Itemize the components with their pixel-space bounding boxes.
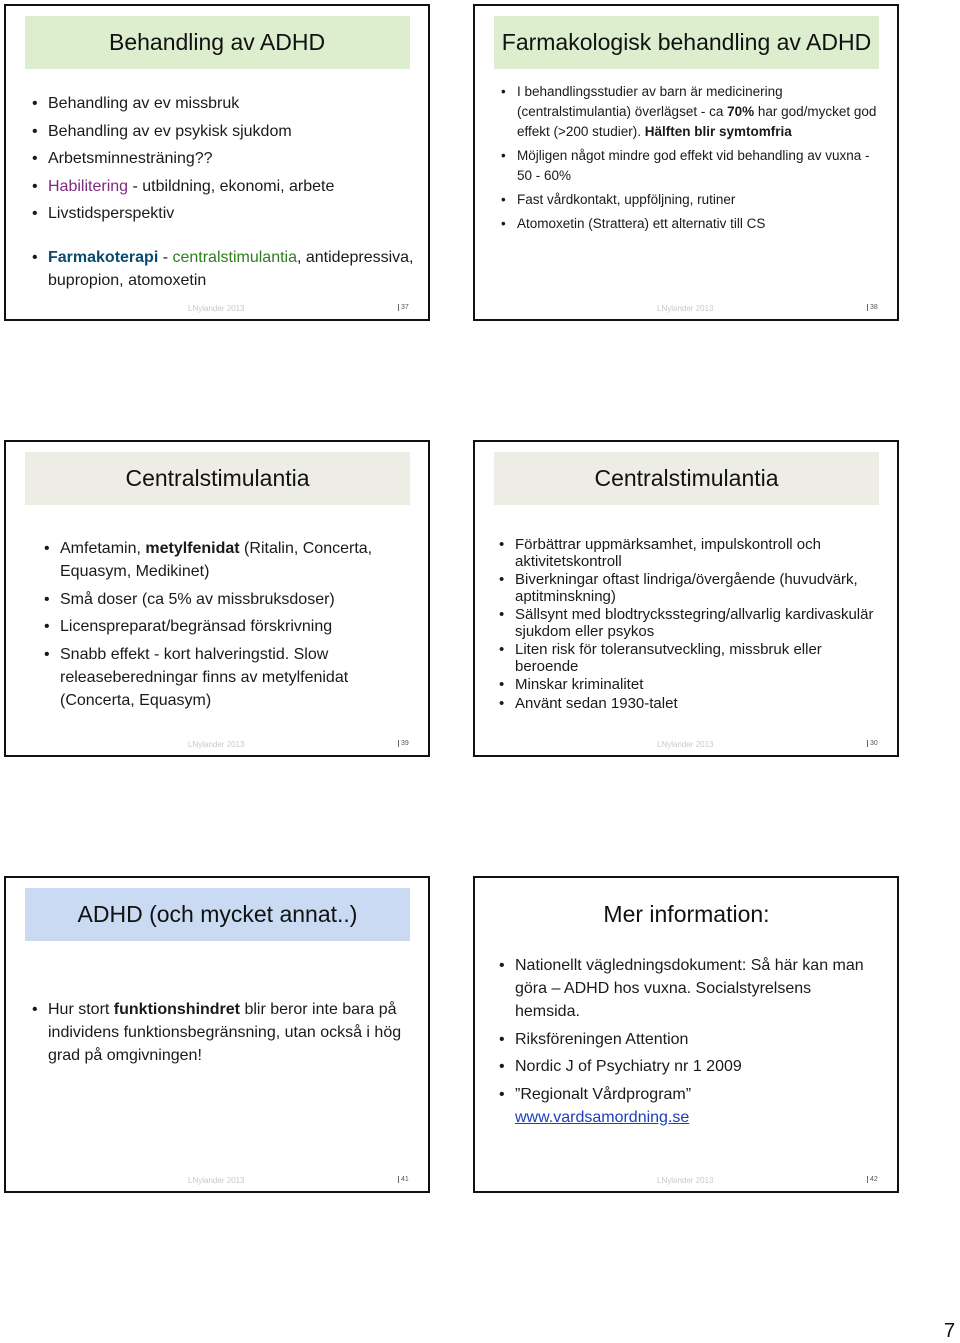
list-item: • I behandlingsstudier av barn är medicinering (centralstimulantia) överlägset - ca 70% har god/mycket god effekt (>200 studier). Hälften blir symtomfria: [501, 82, 886, 142]
slide-footer: LNylander 2013: [188, 304, 245, 313]
list-item: • Biverkningar oftast lindriga/övergående (huvudvärk, aptitminskning): [499, 572, 884, 605]
list-item: • Sällsynt med blodtrycksstegring/allvarlig kardivaskulär sjukdom eller psykos: [499, 607, 884, 640]
slide-title: Farmakologisk behandling av ADHD: [494, 16, 879, 69]
slide-footer: LNylander 2013: [188, 1176, 245, 1185]
slide-number: 30: [867, 740, 878, 747]
bullet-list: [44, 537, 404, 716]
slide-30: [473, 440, 899, 757]
list-item: • ”Regionalt Vårdprogram” www.vardsamordning.se: [499, 1083, 879, 1129]
bold-text: Farmakoterapi: [48, 248, 159, 266]
slide-footer: LNylander 2013: [188, 740, 245, 749]
highlight-text: centralstimulantia: [172, 248, 297, 266]
list-item: • Behandling av ev missbruk: [32, 90, 417, 118]
list-item: • Amfetamin, metylfenidat (Ritalin, Concerta, Equasym, Medikinet): [44, 537, 404, 583]
slide-footer: LNylander 2013: [657, 1176, 714, 1185]
list-item: • Riksföreningen Attention: [499, 1028, 879, 1051]
bold-text: funktionshindret: [113, 1001, 241, 1018]
page-number: 7: [944, 1320, 956, 1342]
bold-text: 70%: [727, 104, 755, 119]
list-item: • Små doser (ca 5% av missbruksdoser): [44, 588, 404, 611]
list-item: • Livstidsperspektiv: [32, 200, 417, 228]
highlight-text: Habilitering: [48, 177, 129, 195]
bold-text: Hälften blir symtomfria: [644, 124, 792, 139]
slide-title: Centralstimulantia: [494, 452, 879, 505]
list-item: • Licenspreparat/begränsad förskrivning: [44, 615, 404, 638]
slide-footer: LNylander 2013: [657, 740, 714, 749]
list-item: • Farmakoterapi - centralstimulantia, antidepressiva, bupropion, atomoxetin: [32, 246, 417, 292]
bullet-list: [499, 537, 884, 714]
slide-39: [4, 440, 430, 757]
list-item: • Nordic J of Psychiatry nr 1 2009: [499, 1055, 879, 1078]
slide-37: [4, 4, 430, 321]
slide-41: [4, 876, 430, 1193]
bullet-list: [501, 82, 886, 238]
vardsamordning-link[interactable]: www.vardsamordning.se: [515, 1108, 690, 1126]
slide-title: ADHD (och mycket annat..): [25, 888, 410, 941]
list-item: • Snabb effekt - kort halveringstid. Slow releaseberedningar finns av metylfenidat (Concerta, Equasym): [44, 643, 404, 712]
slide-title: Mer information:: [603, 901, 770, 927]
slide-number: 42: [867, 1176, 878, 1183]
list-item: • Förbättrar uppmärksamhet, impulskontroll och aktivitetskontroll: [499, 537, 884, 570]
list-item: • Minskar kriminalitet: [499, 677, 884, 694]
list-item: • Habilitering - utbildning, ekonomi, arbete: [32, 173, 417, 201]
slide-38: [473, 4, 899, 321]
slide-number: 37: [398, 304, 409, 311]
slide-number: 41: [398, 1176, 409, 1183]
slide-title: Behandling av ADHD: [25, 16, 410, 69]
bullet-list: [499, 954, 879, 1133]
list-item: • Hur stort funktionshindret blir beror inte bara på individens funktionsbegränsning, utan också i hög grad på omgivningen!: [32, 998, 417, 1067]
list-item: • Använt sedan 1930-talet: [499, 696, 884, 713]
slide-number: 38: [867, 304, 878, 311]
bullet-list: [32, 90, 417, 292]
list-item: • Atomoxetin (Strattera) ett alternativ till CS: [501, 214, 886, 234]
slide-42: [473, 876, 899, 1193]
slide-footer: LNylander 2013: [657, 304, 714, 313]
list-item: • Behandling av ev psykisk sjukdom: [32, 118, 417, 146]
list-item: • Arbetsminnesträning??: [32, 145, 417, 173]
list-item: • Fast vårdkontakt, uppföljning, rutiner: [501, 190, 886, 210]
list-item: • Möjligen något mindre god effekt vid behandling av vuxna - 50 - 60%: [501, 146, 886, 186]
bullet-list: [32, 998, 417, 1067]
bold-text: metylfenidat: [145, 540, 240, 557]
slide-number: 39: [398, 740, 409, 747]
list-item: • Nationellt vägledningsdokument: Så här kan man göra – ADHD hos vuxna. Socialstyrelsens hemsida.: [499, 954, 879, 1023]
list-item: • Liten risk för toleransutveckling, missbruk eller beroende: [499, 642, 884, 675]
slide-title: Centralstimulantia: [25, 452, 410, 505]
